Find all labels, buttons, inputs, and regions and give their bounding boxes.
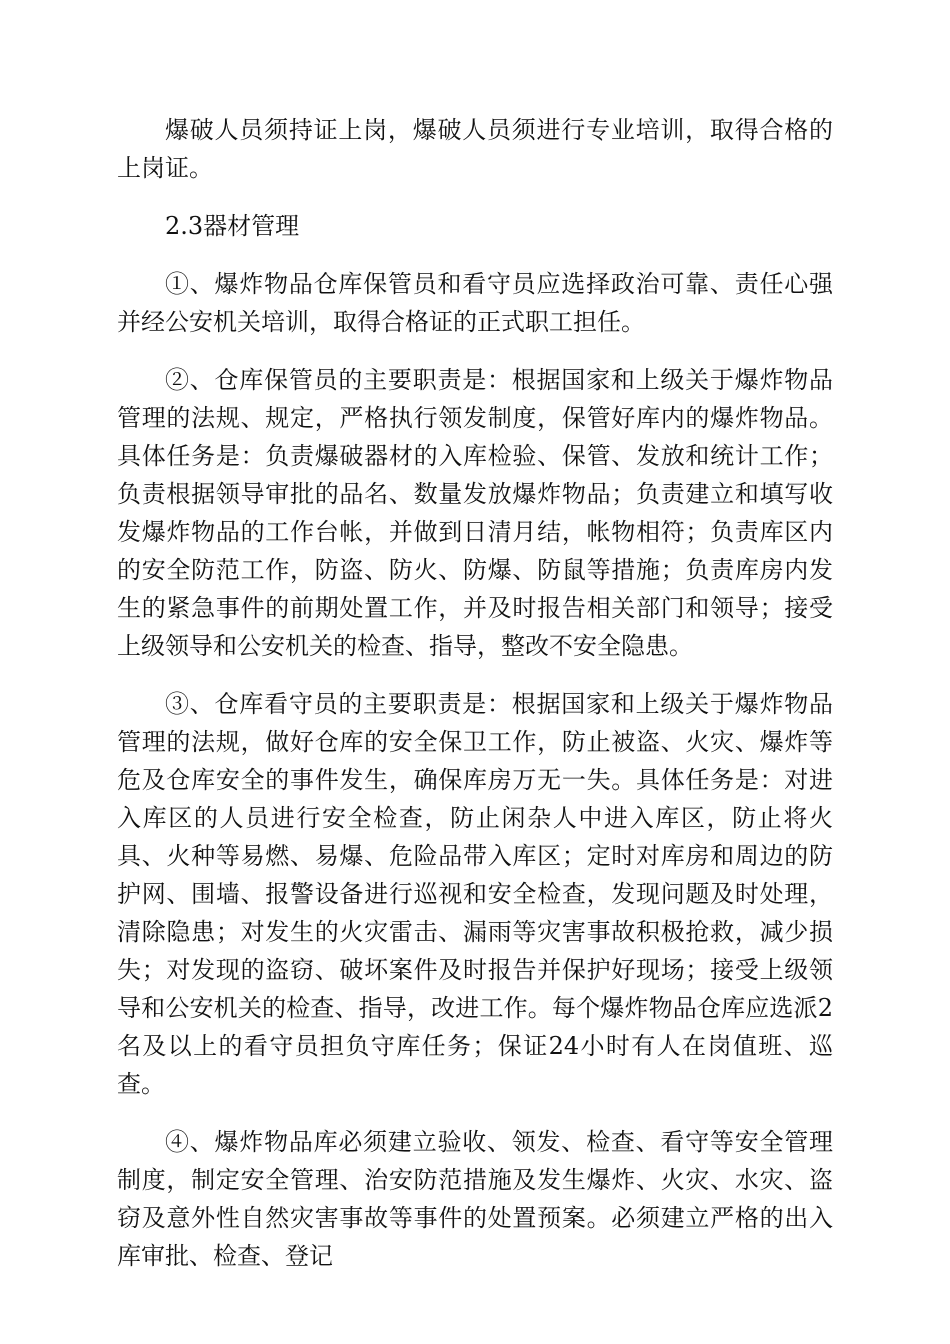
item-paragraph-2: ②、仓库保管员的主要职责是：根据国家和上级关于爆炸物品管理的法规、规定，严格执行领发制度，保管好库内的爆炸物品。具体任务是：负责爆破器材的入库检验、保管、发放和统计工作；负责根据领导审批的品名、数量发放爆炸物品；负责建立和填写收发爆炸物品的工作台帐，并做到日清月结，帐物相符；负责库区内的安全防范工作，防盗、防火、防爆、防鼠等措施；负责库房内发生的紧急事件的前期处置工作，并及时报告相关部门和领导；接受上级领导和公安机关的检查、指导，整改不安全隐患。 — [117, 366, 833, 660]
section-heading: 2.3器材管理 — [165, 212, 300, 240]
intro-paragraph: 爆破人员须持证上岗，爆破人员须进行专业培训，取得合格的上岗证。 — [117, 116, 833, 182]
item-paragraph-3: ③、仓库看守员的主要职责是：根据国家和上级关于爆炸物品管理的法规，做好仓库的安全保卫工作，防止被盗、火灾、爆炸等危及仓库安全的事件发生，确保库房万无一失。具体任务是：对进入库区的人员进行安全检查，防止闲杂人中进入库区，防止将火具、火种等易燃、易爆、危险品带入库区；定时对库房和周边的防护网、围墙、报警设备进行巡视和安全检查，发现问题及时处理，清除隐患；对发生的火灾雷击、漏雨等灾害事故积极抢救，减少损失；对发现的盗窃、破坏案件及时报告并保护好现场；接受上级领导和公安机关的检查、指导，改进工作。每个爆炸物品仓库应选派2名及以上的看守员担负守库任务；保证24小时有人在岗值班、巡查。 — [117, 690, 833, 1098]
item-paragraph-4: ④、爆炸物品库必须建立验收、领发、检查、看守等安全管理制度，制定安全管理、治安防范措施及发生爆炸、火灾、水灾、盗窃及意外性自然灾害事故等事件的处置预案。必须建立严格的出入库审批、检查、登记 — [117, 1128, 833, 1270]
document-body — [117, 111, 833, 1295]
item-paragraph-1: ①、爆炸物品仓库保管员和看守员应选择政治可靠、责任心强并经公安机关培训，取得合格证的正式职工担任。 — [117, 270, 833, 336]
